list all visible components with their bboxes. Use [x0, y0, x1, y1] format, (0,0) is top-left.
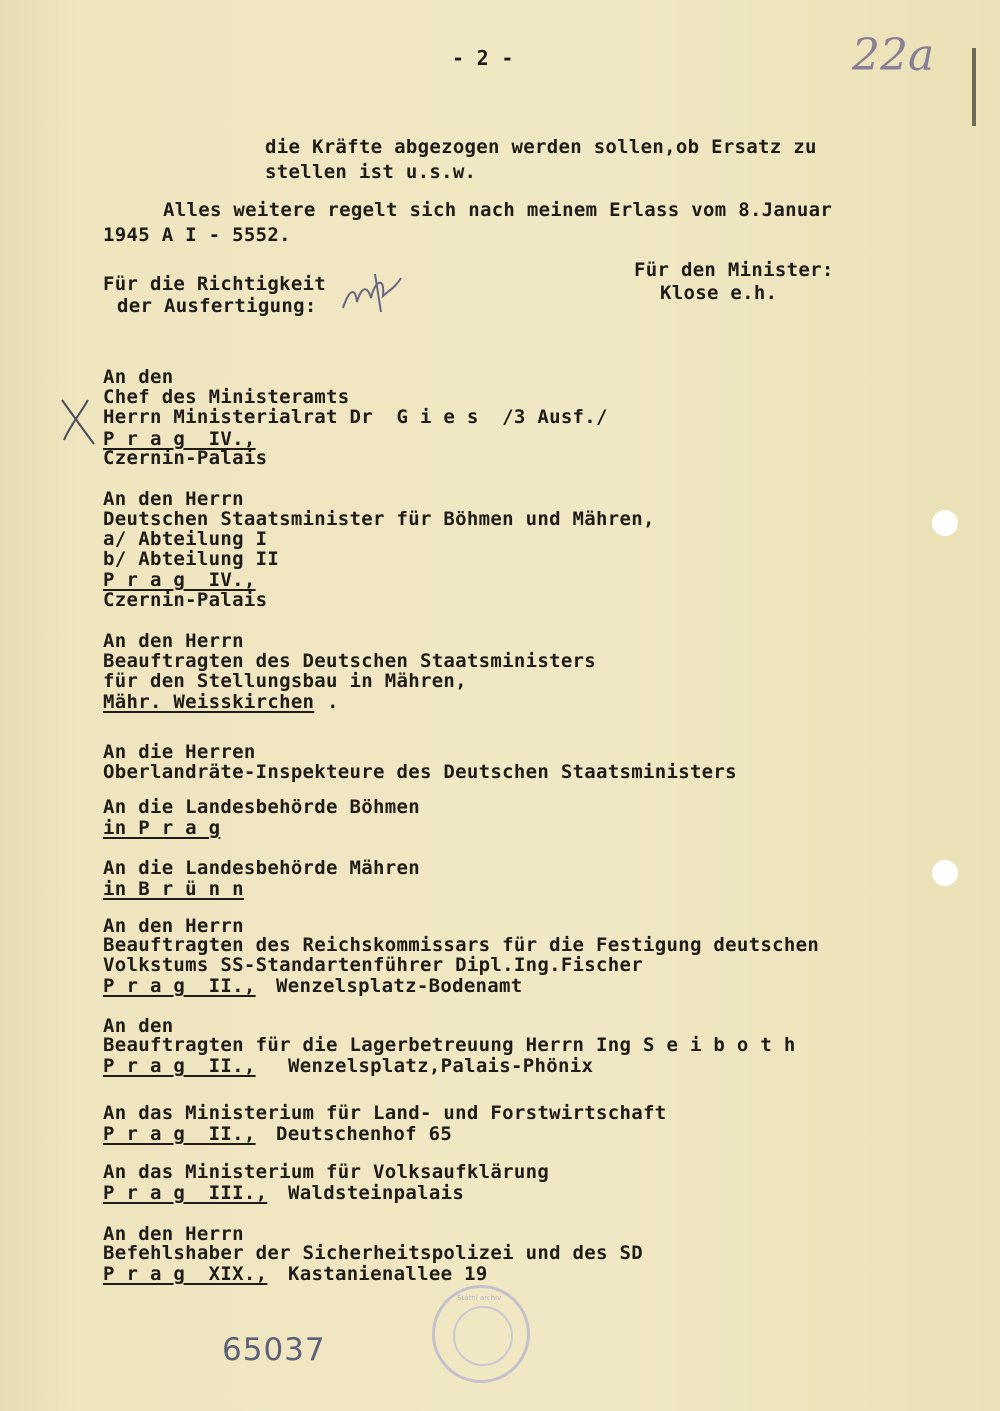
body-line: die Kräfte abgezogen werden sollen,ob Ersatz zu — [265, 136, 817, 158]
recipient-city: P r a g IV., — [103, 428, 256, 450]
recipient-city: P r a g IV., — [103, 569, 256, 591]
recipient-address: Waldsteinpalais — [288, 1182, 465, 1204]
body-line: 1945 A I - 5552. — [103, 224, 291, 246]
recipient-line: An den Herrn — [103, 630, 244, 652]
recipient-line: für den Stellungsbau in Mähren, — [103, 670, 467, 692]
recipient-line: An das Ministerium für Land- und Forstwirtschaft — [103, 1102, 667, 1124]
recipient-city: P r a g II., — [103, 1123, 256, 1145]
recipient-line: Beauftragten des Reichskommissars für die Festigung deutschen — [103, 934, 820, 956]
recipient-line: An den Herrn — [103, 488, 244, 510]
archive-number: 65037 — [222, 1332, 326, 1368]
recipient-address: Wenzelsplatz-Bodenamt — [276, 975, 523, 997]
page-number: - 2 - — [452, 46, 514, 70]
recipient-line: a/ Abteilung I — [103, 528, 268, 550]
recipient-line: Herrn Ministerialrat Dr G i e s /3 Ausf./ — [103, 406, 608, 428]
recipient-line: An das Ministerium für Volksaufklärung — [103, 1161, 550, 1183]
recipient-address: Czernin-Palais — [103, 447, 268, 469]
margin-mark — [972, 48, 976, 126]
recipient-line: Beauftragten des Deutschen Staatsministers — [103, 650, 597, 672]
signature-line: Klose e.h. — [660, 282, 778, 304]
punch-hole — [932, 510, 958, 536]
signature-line: Für den Minister: — [634, 259, 834, 281]
recipient-city: P r a g III., — [103, 1182, 268, 1204]
recipient-city: P r a g XIX., — [103, 1263, 268, 1285]
recipient-city: P r a g II., — [103, 1055, 256, 1077]
recipient-city: in P r a g — [103, 817, 221, 839]
check-mark — [58, 396, 98, 448]
recipient-line: Beauftragten für die Lagerbetreuung Herrn Ing S e i b o t h — [103, 1034, 796, 1056]
recipient-city: in B r ü n n — [103, 878, 244, 900]
recipient-line: Volkstums SS-Standartenführer Dipl.Ing.Fischer — [103, 954, 643, 976]
handwritten-initials — [335, 268, 407, 320]
recipient-address: Deutschenhof 65 — [276, 1123, 453, 1145]
body-line: stellen ist u.s.w. — [265, 161, 477, 183]
recipient-line: An den — [103, 366, 174, 388]
certification-line: Für die Richtigkeit — [103, 273, 327, 295]
recipient-line: An den Herrn — [103, 915, 244, 937]
recipient-line: An die Landesbehörde Böhmen — [103, 796, 420, 818]
recipient-address: Czernin-Palais — [103, 589, 268, 611]
recipient-line: Oberlandräte-Inspekteure des Deutschen Staatsministers — [103, 761, 737, 783]
recipient-line: Befehlshaber der Sicherheitspolizei und des SD — [103, 1242, 643, 1264]
recipient-address: Kastanienallee 19 — [288, 1263, 488, 1285]
recipient-line: An den — [103, 1015, 174, 1037]
recipient-line: Chef des Ministeramts — [103, 386, 350, 408]
recipient-address: Wenzelsplatz,Palais-Phönix — [288, 1055, 594, 1077]
folio-number: 22a — [852, 30, 935, 81]
recipient-line: An den Herrn — [103, 1223, 244, 1245]
body-line: Alles weitere regelt sich nach meinem Erlass vom 8.Januar — [163, 199, 833, 221]
archive-stamp: Státní archiv — [432, 1285, 530, 1383]
certification-line: der Ausfertigung: — [117, 295, 317, 317]
recipient-city: Mähr. Weisskirchen — [103, 691, 315, 713]
recipient-line: b/ Abteilung II — [103, 548, 280, 570]
recipient-line: Deutschen Staatsminister für Böhmen und Mähren, — [103, 508, 655, 530]
recipient-city: P r a g II., — [103, 975, 256, 997]
punch-hole — [932, 860, 958, 886]
recipient-address: . — [327, 691, 339, 713]
recipient-line: An die Herren — [103, 741, 256, 763]
recipient-line: An die Landesbehörde Mähren — [103, 857, 420, 879]
